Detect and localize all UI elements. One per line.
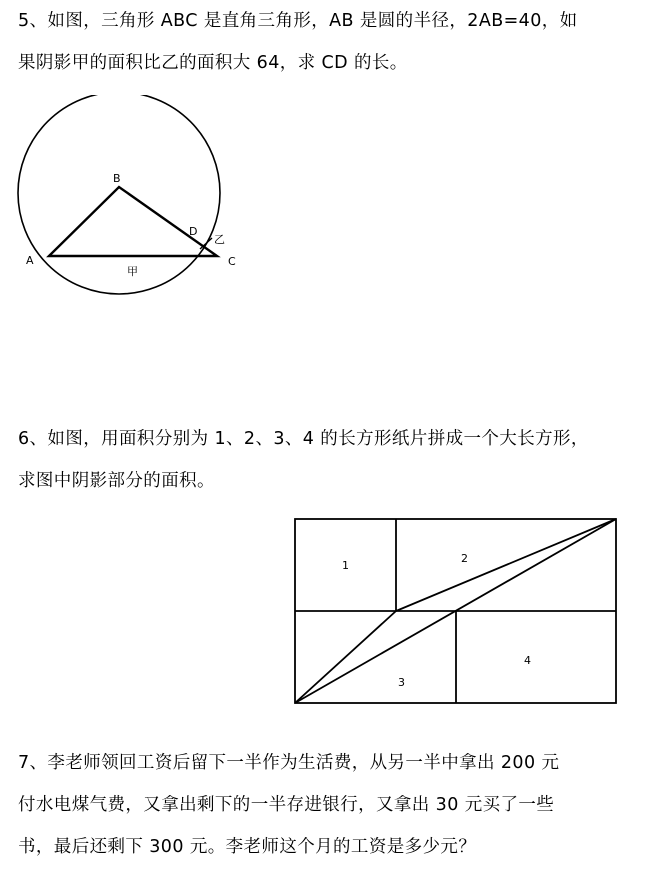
problem-5-text <box>18 0 642 84</box>
shaded-edge-2 <box>396 519 616 611</box>
label-d: D <box>189 225 198 238</box>
problem-7-line-2: 付水电煤气费，又拿出剩下的一半存进银行，又拿出 30 元买了一些 <box>18 795 555 815</box>
label-a: A <box>26 254 34 267</box>
label-b: B <box>113 172 121 185</box>
label-4: 4 <box>524 654 531 667</box>
label-1: 1 <box>342 559 349 572</box>
triangle-abc <box>49 187 217 256</box>
problem-5-figure <box>0 95 260 295</box>
label-yi: 乙 <box>214 233 225 246</box>
problem-6-line-1: 6、如图，用面积分别为 1、2、3、4 的长方形纸片拼成一个大长方形， <box>18 429 589 449</box>
label-3: 3 <box>398 676 405 689</box>
problem-5-line-1: 5、如图，三角形 ABC 是直角三角形，AB 是圆的半径，2AB=40，如 <box>18 11 578 31</box>
problem-6-text <box>18 418 642 502</box>
problem-7-text <box>18 742 642 868</box>
problem-7-line-1: 7、李老师领回工资后留下一半作为生活费，从另一半中拿出 200 元 <box>18 753 560 773</box>
problem-5-line-2: 果阴影甲的面积比乙的面积大 64，求 CD 的长。 <box>18 53 408 73</box>
label-c: C <box>228 255 236 268</box>
shaded-edge-1 <box>295 611 396 703</box>
problem-7-line-3: 书，最后还剩下 300 元。李老师这个月的工资是多少元？ <box>18 837 477 857</box>
label-jia: 甲 <box>127 265 138 278</box>
problem-6-figure <box>290 512 620 708</box>
problem-6-line-2: 求图中阴影部分的面积。 <box>18 471 215 491</box>
circle <box>18 95 220 294</box>
label-2: 2 <box>461 552 468 565</box>
